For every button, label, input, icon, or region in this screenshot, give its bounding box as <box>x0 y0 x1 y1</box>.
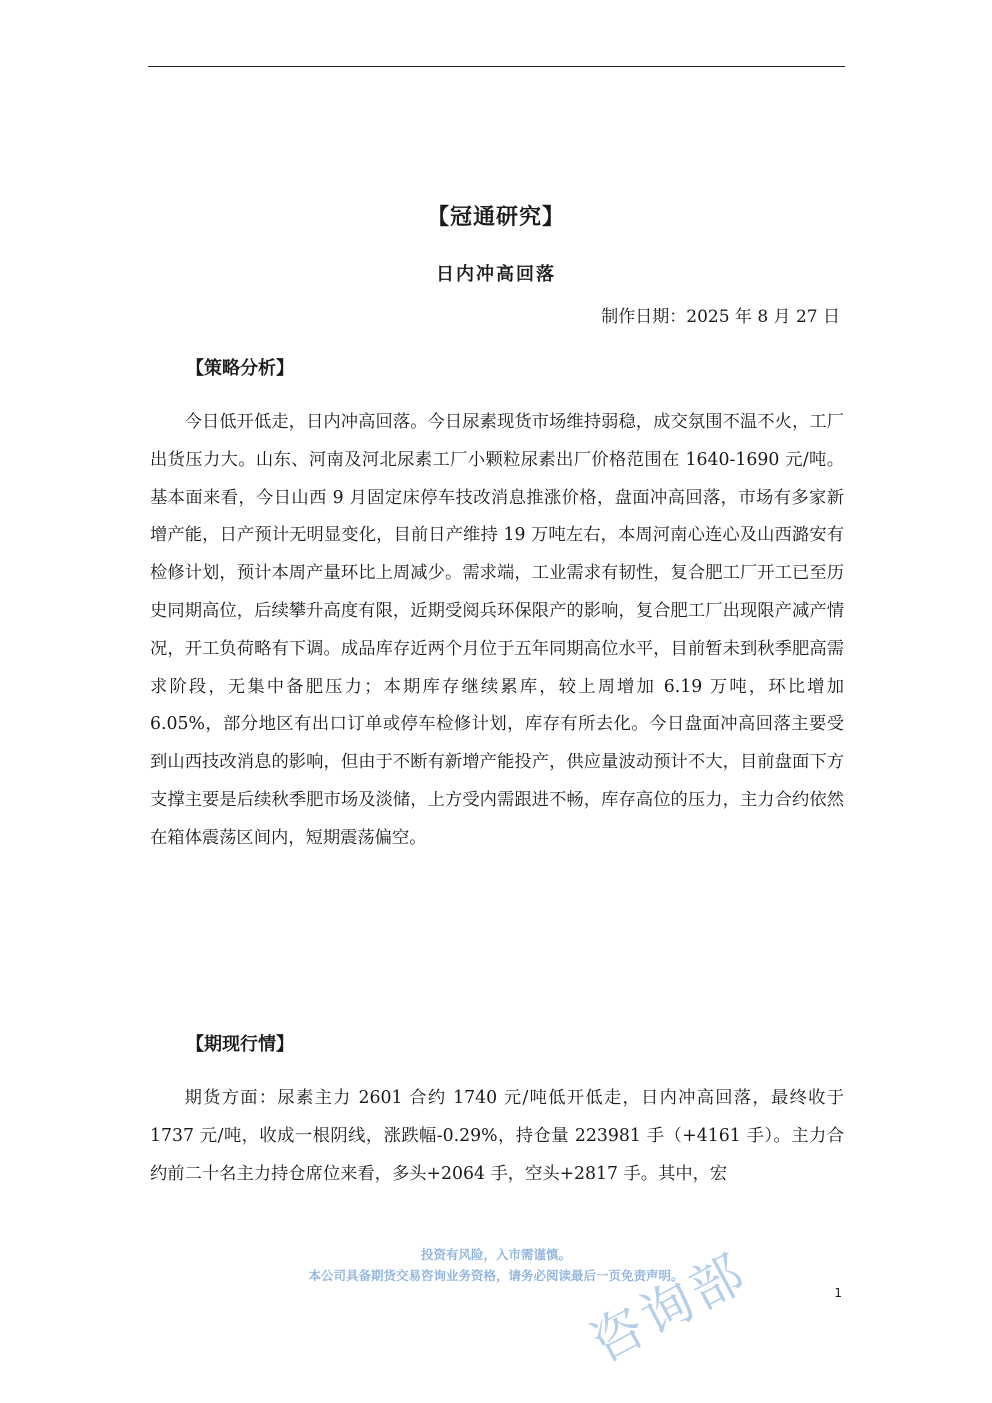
risk-warning: 投资有风险，入市需谨慎。 <box>420 1247 571 1262</box>
market-paragraph: 期货方面：尿素主力 2601 合约 1740 元/吨低开低走，日内冲高回落，最终收于 1737 元/吨，收成一根阴线，涨跌幅-0.29%，持仓量 223981 手（+4161 手）。主力合约前二十名主力持仓席位来看，多头+2064 手，空头+2817 手。其中，宏 <box>150 1088 844 1184</box>
watermark-text: 咨询部 <box>581 1242 758 1375</box>
strategy-paragraph: 今日低开低走，日内冲高回落。今日尿素现货市场维持弱稳，成交氛围不温不火，工厂出货压力大。山东、河南及河北尿素工厂小颗粒尿素出厂价格范围在 1640-1690 元/吨。基本面来看，今日山西 9 月固定床停车技改消息推涨价格，盘面冲高回落，市场有多家新增产能，日产预计无明显变化，目前日产维持 19 万吨左右，本周河南心连心及山西潞安有检修计划，预计本周产量环比上周减少。需求端，工业需求有韧性，复合肥工厂开工已至历史同期高位，后续攀升高度有限，近期受阅兵环保限产的影响，复合肥工厂出现限产减产情况，开工负荷略有下调。成品库存近两个月位于五年同期高位水平，目前暂未到秋季肥高需求阶段，无集中备肥压力；本期库存继续累库，较上周增加 6.19 万吨，环比增加 6.05%，部分地区有出口订单或停车检修计划，库存有所去化。今日盘面冲高回落主要受到山西技改消息的影响，但由于不断有新增产能投产，供应量波动预计不大，目前盘面下方支撑主要是后续秋季肥市场及淡储，上方受内需跟进不畅，库存高位的压力，主力合约依然在箱体震荡区间内，短期震荡偏空。 <box>150 412 844 848</box>
header-rule <box>148 66 845 67</box>
market-heading: 【期现行情】 <box>186 1034 294 1055</box>
brand-title: 【冠通研究】 <box>426 204 565 230</box>
report-title: 日内冲高回落 <box>436 264 556 285</box>
disclaimer-notice: 本公司具备期货交易咨询业务资格，请务必阅读最后一页免责声明。 <box>308 1268 684 1283</box>
strategy-heading: 【策略分析】 <box>186 358 294 379</box>
report-date: 制作日期：2025 年 8 月 27 日 <box>601 307 840 327</box>
page-number: 1 <box>834 1286 842 1300</box>
